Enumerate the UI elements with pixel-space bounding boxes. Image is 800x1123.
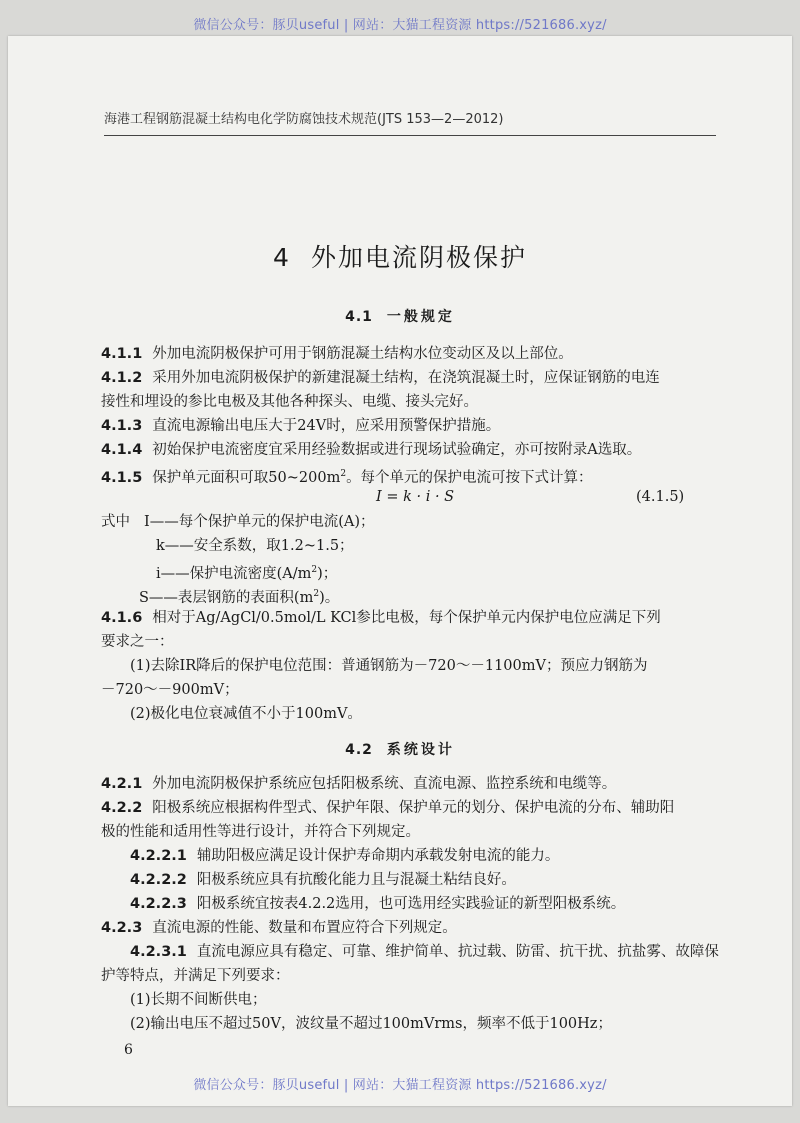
item-4-1-6-1-cont: －720～－900mV； bbox=[101, 682, 239, 698]
clause-text: 采用外加电流阴极保护的新建混凝土结构，在浇筑混凝土时，应保证钢筋的电连 bbox=[152, 370, 660, 386]
clause-4-2-2-3 bbox=[130, 895, 750, 913]
where-text: i——保护电流密度(A/m bbox=[156, 565, 312, 582]
clause-4-2-3 bbox=[101, 919, 721, 937]
clause-4-1-4 bbox=[101, 441, 721, 459]
clause-number: 4.1.1 bbox=[101, 346, 143, 362]
section-number: 4.1 bbox=[345, 309, 373, 325]
clause-number: 4.1.4 bbox=[101, 442, 143, 458]
clause-text: 初始保护电流密度宜采用经验数据或进行现场试验确定，亦可按附录A选取。 bbox=[152, 442, 642, 458]
running-header: 海港工程钢筋混凝土结构电化学防腐蚀技术规范(JTS 153—2—2012) bbox=[104, 108, 716, 136]
where-text: S——表层钢筋的表面积(m bbox=[139, 589, 314, 606]
item-4-1-6-1: (1)去除IR降后的保护电位范围：普通钢筋为－720～－1100mV；预应力钢筋为 bbox=[130, 658, 648, 674]
clause-text: 直流电源应具有稳定、可靠、维护简单、抗过载、防雷、抗干扰、抗盐雾、故障保 bbox=[196, 944, 719, 960]
clause-text: 阳极系统宜按表4.2.2选用，也可选用经实践验证的新型阳极系统。 bbox=[196, 896, 626, 912]
clause-4-1-2-cont: 接性和埋设的参比电极及其他各种探头、电缆、接头完好。 bbox=[101, 394, 478, 410]
section-number: 4.2 bbox=[345, 742, 373, 758]
formula: I = k · i · S bbox=[376, 489, 455, 505]
clause-4-2-2 bbox=[101, 799, 721, 817]
item-4-2-3-1-2: (2)输出电压不超过50V，波纹量不超过100mVrms，频率不低于100Hz； bbox=[130, 1016, 612, 1032]
clause-text: 。每个单元的保护电流可按下式计算： bbox=[346, 469, 593, 486]
clause-number: 4.1.3 bbox=[101, 418, 143, 434]
clause-4-2-1 bbox=[101, 775, 721, 793]
superscript: 2 bbox=[340, 469, 347, 479]
clause-text: 阳极系统应根据构件型式、保护年限、保护单元的划分、保护电流的分布、辅助阳 bbox=[152, 800, 675, 816]
clause-text: 阳极系统应具有抗酸化能力且与混凝土粘结良好。 bbox=[196, 872, 516, 888]
section-title-text: 一般规定 bbox=[386, 309, 455, 325]
clause-text: 相对于Ag/AgCl/0.5mol/L KCl参比电极，每个保护单元内保护电位应满足下列 bbox=[152, 610, 661, 626]
superscript: 2 bbox=[313, 589, 320, 599]
where-lead: 式中 bbox=[101, 514, 130, 530]
clause-4-1-3 bbox=[101, 417, 721, 435]
clause-number: 4.2.2.2 bbox=[130, 872, 187, 888]
section-title-4-1 bbox=[8, 306, 792, 326]
clause-number: 4.2.3.1 bbox=[130, 944, 187, 960]
clause-number: 4.2.2.1 bbox=[130, 848, 187, 864]
where-k: k——安全系数，取1.2~1.5； bbox=[156, 538, 354, 554]
clause-text: 直流电源输出电压大于24V时，应采用预警保护措施。 bbox=[152, 418, 501, 434]
clause-4-2-2-1 bbox=[130, 847, 750, 865]
clause-number: 4.2.3 bbox=[101, 920, 143, 936]
clause-4-2-3-1 bbox=[130, 943, 750, 961]
superscript: 2 bbox=[311, 565, 318, 575]
clause-text: 外加电流阴极保护系统应包括阳极系统、直流电源、监控系统和电缆等。 bbox=[152, 776, 617, 792]
clause-number: 4.1.5 bbox=[101, 469, 143, 486]
where-S bbox=[139, 585, 759, 607]
where-text: )。 bbox=[319, 589, 340, 606]
clause-text: 辅助阳极应满足设计保护寿命期内承载发射电流的能力。 bbox=[196, 848, 560, 864]
clause-4-2-3-1-cont: 护等特点，并满足下列要求： bbox=[101, 968, 290, 984]
clause-4-1-5 bbox=[101, 465, 721, 487]
item-4-2-3-1-1: (1)长期不间断供电； bbox=[130, 992, 267, 1008]
clause-4-2-2-cont: 极的性能和适用性等进行设计，并符合下列规定。 bbox=[101, 824, 420, 840]
item-4-1-6-2: (2)极化电位衰减值不小于100mV。 bbox=[130, 706, 362, 722]
chapter-title bbox=[8, 238, 792, 274]
where-text: )； bbox=[317, 565, 338, 582]
clause-4-1-6 bbox=[101, 609, 721, 627]
watermark-bottom: 微信公众号：豚贝useful | 网站：大猫工程资源 https://521686.xyz/ bbox=[193, 1078, 607, 1093]
clause-number: 4.2.2.3 bbox=[130, 896, 187, 912]
section-title-text: 系统设计 bbox=[386, 742, 455, 758]
clause-text: 保护单元面积可取50~200m bbox=[152, 469, 341, 486]
page-number: 6 bbox=[124, 1042, 133, 1058]
clause-number: 4.1.2 bbox=[101, 370, 143, 386]
clause-4-1-6-cont: 要求之一： bbox=[101, 634, 174, 650]
chapter-number: 4 bbox=[273, 243, 291, 272]
watermark-top: 微信公众号：豚贝useful | 网站：大猫工程资源 https://521686.xyz/ bbox=[193, 18, 607, 33]
clause-text: 直流电源的性能、数量和布置应符合下列规定。 bbox=[152, 920, 457, 936]
clause-number: 4.1.6 bbox=[101, 610, 143, 626]
where-i bbox=[156, 561, 776, 583]
clause-4-1-1 bbox=[101, 345, 721, 363]
clause-text: 外加电流阴极保护可用于钢筋混凝土结构水位变动区及以上部位。 bbox=[152, 346, 573, 362]
chapter-title-text: 外加电流阴极保护 bbox=[310, 243, 527, 272]
document-page bbox=[8, 36, 792, 1106]
clause-4-1-2 bbox=[101, 369, 721, 387]
formula-number: (4.1.5) bbox=[636, 489, 685, 505]
where-I bbox=[101, 513, 721, 531]
section-title-4-2 bbox=[8, 739, 792, 759]
clause-4-2-2-2 bbox=[130, 871, 750, 889]
where-text: I——每个保护单元的保护电流(A)； bbox=[144, 514, 375, 530]
clause-number: 4.2.2 bbox=[101, 800, 143, 816]
clause-number: 4.2.1 bbox=[101, 776, 143, 792]
